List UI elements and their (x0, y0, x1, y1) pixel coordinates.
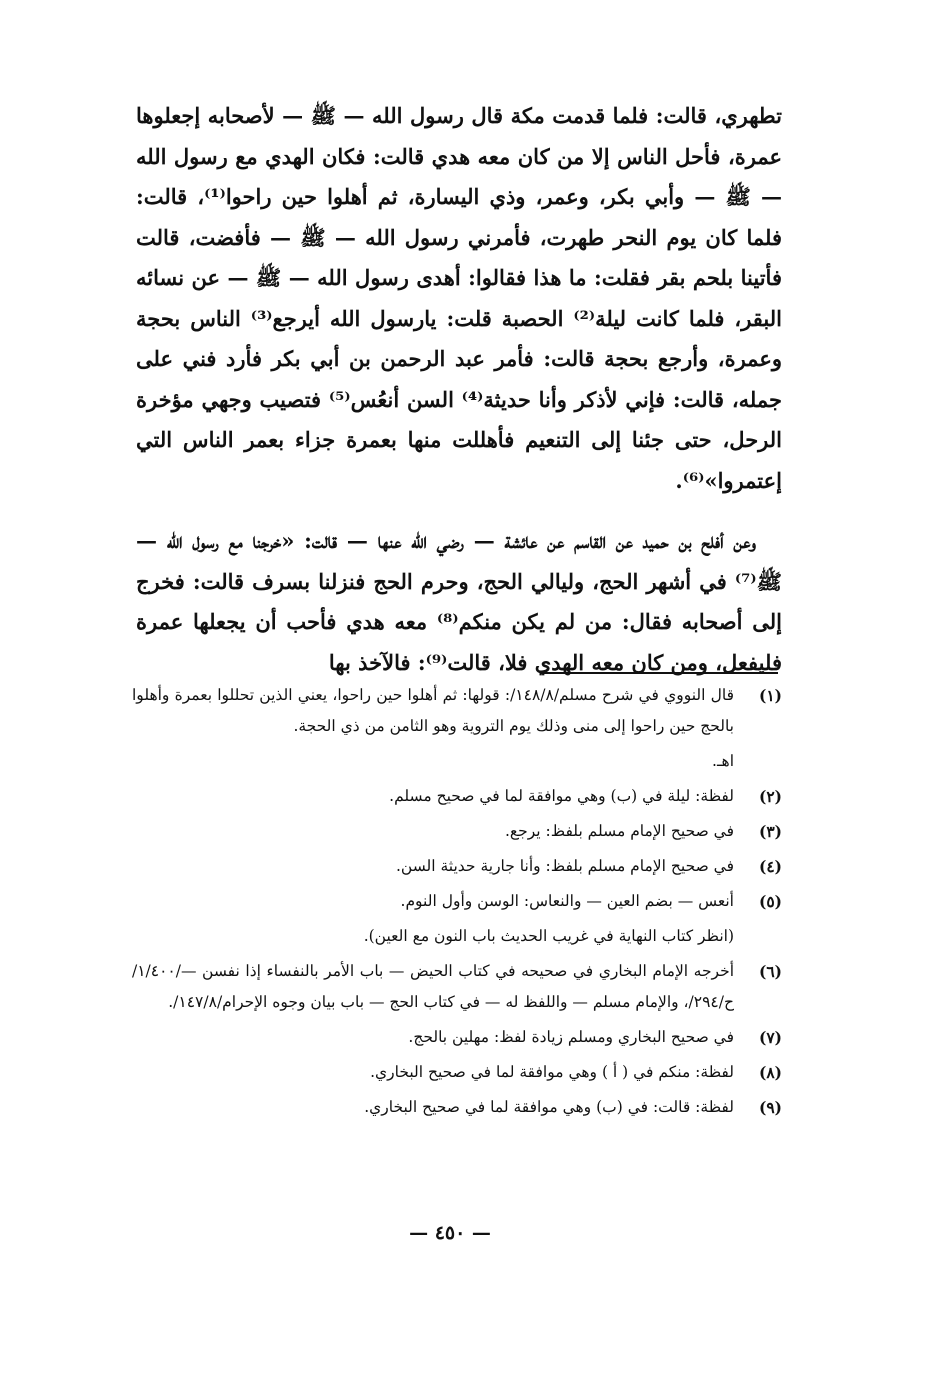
footnote-text: لفظة: ليلة في (ب) وهي موافقة لما في صحيح مسلم. (389, 787, 734, 805)
footnote-item (132, 1092, 782, 1123)
page-number: — ٤٥٠ — (409, 1222, 491, 1244)
footnote-text: أنعس — بضم العين — والنعاس: الوسن وأول النوم. (400, 892, 734, 910)
footnote-continuation: (انظر كتاب النهاية في غريب الحديث باب النون مع العين). (363, 927, 734, 945)
footnotes-section (132, 680, 782, 1123)
footnote-number: (٦) (758, 962, 782, 981)
footnote-text: أخرجه الإمام البخاري في صحيحه في كتاب الحيض — باب الأمر بالنفساء إذا نفسن —/١/٤٠٠/ح/٢٩٤/، والإمام مسلم — واللفظ له — في كتاب الحج — باب بيان وجوه الإحرام/١٤٧/٨/. (132, 962, 734, 1011)
footnote-text: في صحيح البخاري ومسلم زيادة لفظ: مهلين بالحج. (408, 1028, 734, 1046)
footnote-number: (١) (758, 686, 782, 705)
footnote-number: (٥) (758, 892, 782, 911)
footnote-item (132, 956, 782, 1018)
footnote-text: لفظة: منكم في ( أ ) وهي موافقة لما في صحيح البخاري. (370, 1063, 734, 1081)
footnote-number: (٨) (758, 1063, 782, 1082)
main-body-text (136, 96, 782, 683)
footnote-number: (٢) (758, 787, 782, 806)
footnote-item (132, 1022, 782, 1053)
footnote-number: (٣) (758, 822, 782, 841)
footnote-text: في صحيح الإمام مسلم بلفظ: يرجع. (504, 822, 734, 840)
footnote-item (132, 680, 782, 742)
footnote-text: لفظة: قالت: في (ب) وهي موافقة لما في صحيح البخاري. (364, 1098, 734, 1116)
footnote-text: في صحيح الإمام مسلم بلفظ: وأنا جارية حديثة السن. (395, 857, 734, 875)
footnote-number: (٩) (758, 1098, 782, 1117)
footnote-item (132, 851, 782, 882)
footnote-divider (540, 672, 778, 674)
footnote-item (132, 886, 782, 917)
body-paragraph: تطهري، قالت: فلما قدمت مكة قال رسول الله — ﷺ — لأصحابه إجعلوها عمرة، فأحل الناس إلا من كان معه هدي قالت: فكان الهدي مع رسول الله — ﷺ — وأبي بكر، وعمر، وذي اليسارة، ثم أهلوا حين راحوا⁽¹⁾، قالت: فلما كان يوم النحر طهرت، فأمرني رسول الله — ﷺ — فأفضت، قالت فأتينا بلحم بقر فقلت: ما هذا فقالوا: أهدى رسول الله — ﷺ — عن نسائه البقر، فلما كانت ليلة⁽²⁾ الحصبة قلت: يارسول الله أيرجع⁽³⁾ الناس بحجة وعمرة، وأرجع بحجة قالت: فأمر عبد الرحمن بن أبي بكر فأرد فني على جمله، قالت: فإني لأذكر وأنا حديثة⁽⁴⁾ السن أنعُس⁽⁵⁾ فتصيب وجهي مؤخرة الرحل، حتى جئنا إلى التنعيم فأهللت منها بعمرة جزاء بعمر الناس التي إعتمروا»⁽⁶⁾. (136, 103, 782, 493)
body-paragraph: وعن أفلح بن حميد عن القاسم عن عائشة — رضي الله عنها — قالت: «خرجنا مع رسول الله — ﷺ⁽⁷⁾ في أشهر الحج، وليالي الحج، وحرم الحج فنزلنا بسرف قالت: فخرج إلى أصحابه فقال: من لم يكن منكم⁽⁸⁾ معه هدي فأحب أن يجعلها عمرة فليفعل، ومن كان معه الهدي فلا، قالت⁽⁹⁾: فالآخذ بها (136, 528, 782, 675)
footnote-continuation: اهـ. (712, 752, 734, 770)
footnote-text: قال النووي في شرح مسلم/١٤٨/٨/: قولها: ثم أهلوا حين راحوا، يعني الذين تحللوا بعمرة وأهلوا بالحج حين راحوا إلى منى وذلك يوم التروية وهو الثامن من ذي الحجة. (132, 686, 734, 735)
footnote-item (132, 781, 782, 812)
footnote-number: (٧) (758, 1028, 782, 1047)
footnote-number: (٤) (758, 857, 782, 876)
footnote-item (132, 1057, 782, 1088)
footnote-item (132, 816, 782, 847)
